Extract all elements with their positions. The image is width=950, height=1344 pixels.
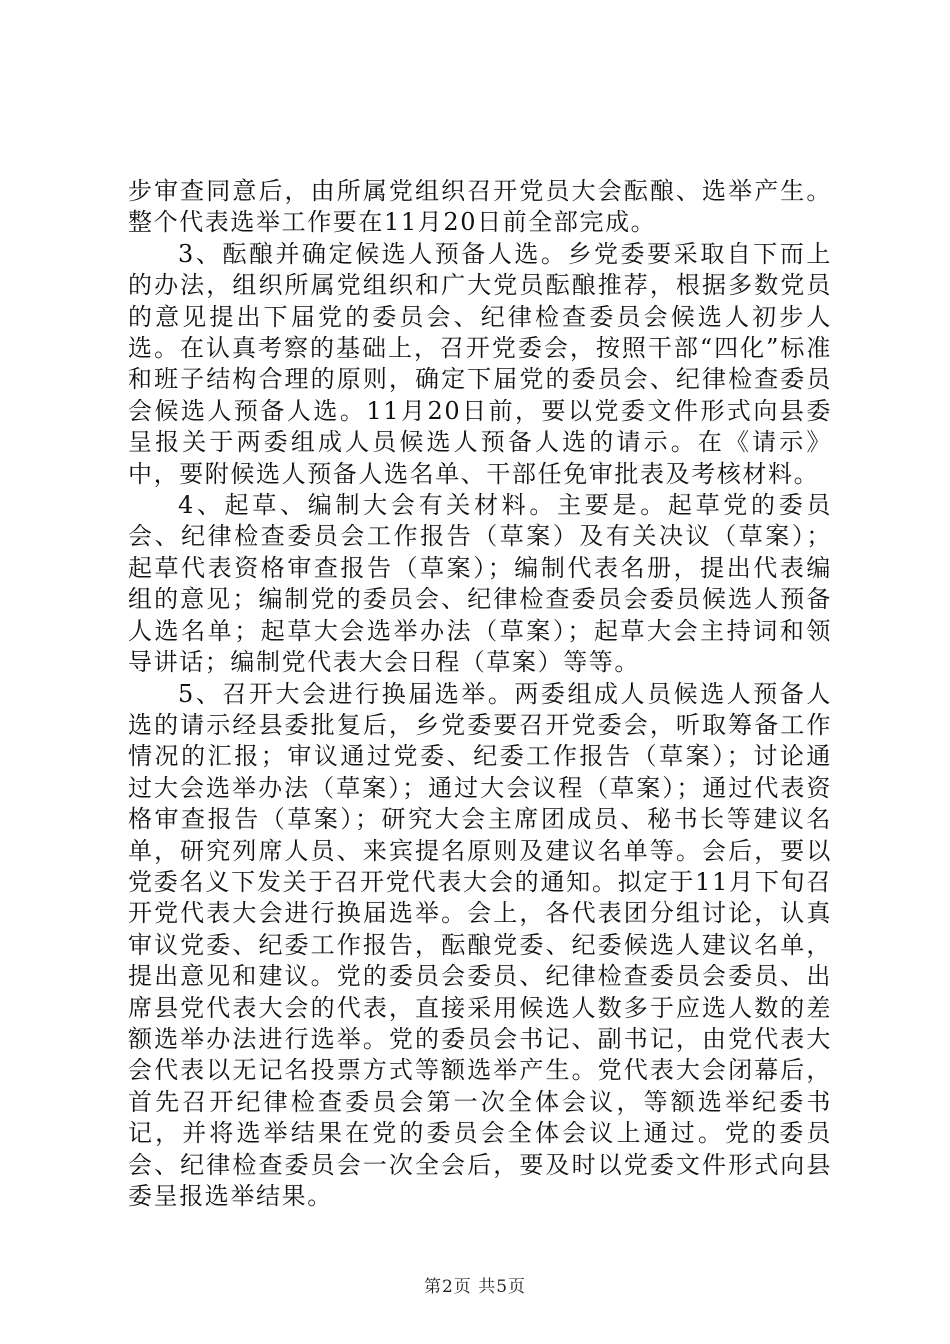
page-number-footer: 第2页 共5页 <box>423 1277 527 1297</box>
paragraph-continuation: 步审查同意后，由所属党组织召开党员大会酝酿、选举产生。整个代表选举工作要在11月20日前全部完成。 <box>128 177 832 237</box>
paragraph-item-4: 4、起草、编制大会有关材料。主要是。起草党的委员会、纪律检查委员会工作报告（草案）及有关决议（草案）；起草代表资格审查报告（草案）；编制代表名册，提出代表编组的意见；编制党的委员会、纪律检查委员会委员候选人预备人选名单；起草大会选举办法（草案）；起草大会主持词和领导讲话；编制党代表大会日程（草案）等等。 <box>128 491 832 677</box>
document-body <box>128 176 832 1212</box>
paragraph-item-5: 5、召开大会进行换届选举。两委组成人员候选人预备人选的请示经县委批复后，乡党委要召开党委会，听取筹备工作情况的汇报；审议通过党委、纪委工作报告（草案）；讨论通过大会选举办法（草案）；通过大会议程（草案）；通过代表资格审查报告（草案）；研究大会主席团成员、秘书长等建议名单，研究列席人员、来宾提名原则及建议名单等。会后，要以党委名义下发关于召开党代表大会的通知。拟定于11月下旬召开党代表大会进行换届选举。会上，各代表团分组讨论，认真审议党委、纪委工作报告，酝酿党委、纪委候选人建议名单，提出意见和建议。党的委员会委员、纪律检查委员会委员、出席县党代表大会的代表，直接采用候选人数多于应选人数的差额选举办法进行选举。党的委员会书记、副书记，由党代表大会代表以无记名投票方式等额选举产生。党代表大会闭幕后，首先召开纪律检查委员会第一次全体会议，等额选举纪委书记，并将选举结果在党的委员会全体会议上通过。党的委员会、纪律检查委员会一次全会后，要及时以党委文件形式向县委呈报选举结果。 <box>128 679 832 1210</box>
paragraph-item-3: 3、酝酿并确定候选人预备人选。乡党委要采取自下而上的办法，组织所属党组织和广大党员酝酿推荐，根据多数党员的意见提出下届党的委员会、纪律检查委员会候选人初步人选。在认真考察的基础上，召开党委会，按照干部“四化”标准和班子结构合理的原则，确定下届党的委员会、纪律检查委员会候选人预备人选。11月20日前，要以党委文件形式向县委呈报关于两委组成人员候选人预备人选的请示。在《请示》中，要附候选人预备人选名单、干部任免审批表及考核材料。 <box>128 239 832 488</box>
